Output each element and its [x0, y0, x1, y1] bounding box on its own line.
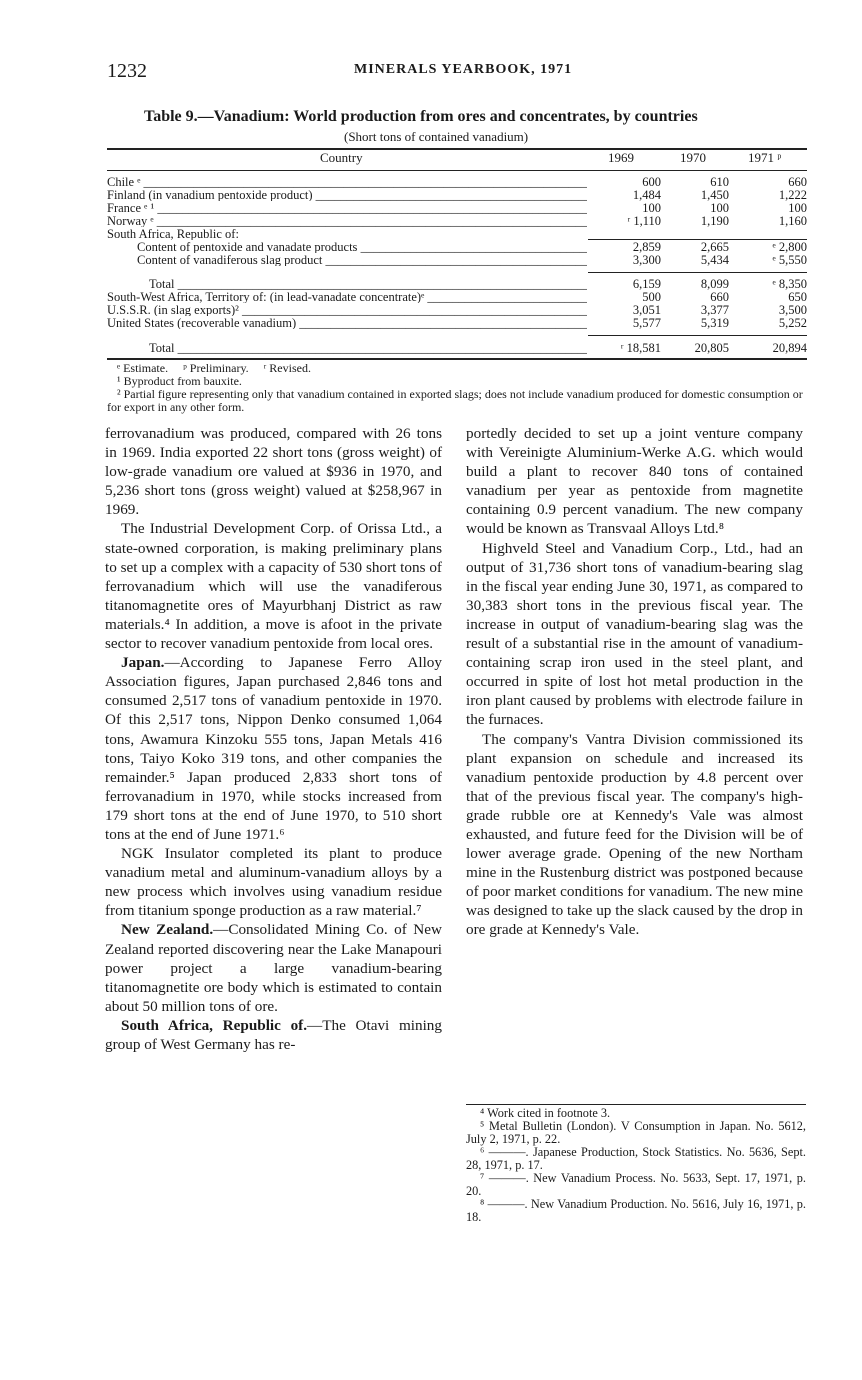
row-value-1970: 2,665: [700, 240, 729, 254]
row-value-1969: 3,051: [632, 303, 661, 317]
paragraph: portedly decided to set up a joint venture company with Vereinigte Aluminium-Werke A.G. which would build a plant to recover 840 tons of contained vanadium per year as pentoxide from magnetite containing 0.9 percent vanadium. The new company would be known as Transvaal Alloys Ltd.⁸: [466, 425, 803, 538]
row-value-1971: 100: [788, 201, 807, 215]
paragraph: ferrovanadium was produced, compared with 26 tons in 1969. India exported 22 short tons (gross weight) of low-grade vanadium ore valued at $936 in 1970, and 5,236 short tons (gross weight) valued at $258,967 in 1969.: [105, 425, 442, 519]
page-number: 1232: [107, 60, 147, 82]
row-value-1971: 660: [788, 175, 807, 189]
paragraph-text: —According to Japanese Ferro Alloy Association figures, Japan purchased 2,846 tons and consumed 2,517 tons of vanadium pentoxide in 1970. Of this 2,517 tons, Nippon Denko consumed 1,064 tons, Awamura Kinzoku 555 tons, Japan Metals 416 tons, Taiyo Koko 319 tons, and other companies the remainder.⁵ Japan produced 2,833 short tons of ferrovanadium in 1970, while stocks increased from 179 short tons at the end of June 1970, to 510 short tons at the end of June 1971.⁶: [105, 654, 442, 843]
row-country: Finland (in vanadium pentoxide product) _____: [107, 189, 587, 201]
column-header-country: Country: [320, 150, 363, 165]
row-value-1971: 5,252: [778, 316, 807, 330]
row-country: Total _____: [149, 278, 587, 290]
section-heading: South Africa, Republic of.: [121, 1016, 308, 1034]
column-header-1969: 1969: [608, 150, 634, 165]
footnote: ⁷ ———. New Vanadium Process. No. 5633, Sept. 17, 1971, p. 20.: [466, 1171, 806, 1198]
footnote: ⁶ ———. Japanese Production, Stock Statistics. No. 5636, Sept. 28, 1971, p. 17.: [466, 1145, 806, 1172]
table-row: [107, 342, 807, 354]
table-title: Table 9.—Vanadium: World production from ores and concentrates, by countries: [144, 108, 698, 125]
row-value-1969: 500: [642, 290, 661, 304]
paragraph: The company's Vantra Division commissioned its plant expansion on schedule and increased its vanadium pentoxide production by 4.8 percent over that of the previous fiscal year. The company's high-grade rubble ore at Kennedy's Vale was almost exhausted, and future feed for the Division will be of lower average grade. Opening of the new Northam mine in the Rustenburg district was postponed because of poor market conditions for vanadium. The new mine was designed to take up the slack caused by the drop in ore grade at Kennedy's Vale.: [466, 730, 803, 939]
header-bottom-rule: [107, 170, 807, 171]
row-value-1971: ᵉ 2,800: [772, 240, 807, 254]
table-footnote-1: ¹ Byproduct from bauxite.: [117, 374, 242, 388]
row-value-1971: 650: [788, 290, 807, 304]
section-heading: New Zealand.: [121, 921, 214, 939]
row-country: Norway ᵉ _____: [107, 215, 587, 227]
column-header-1971: 1971 ᵖ: [748, 150, 782, 165]
row-country: Content of pentoxide and vanadate products _____: [137, 241, 587, 253]
table-subtitle: (Short tons of contained vanadium): [344, 129, 529, 144]
row-value-1970: 20,805: [694, 341, 729, 355]
row-value-1969: 600: [642, 175, 661, 189]
paragraph: [105, 920, 442, 1015]
row-value-1970: 1,450: [700, 188, 729, 202]
column-header-1970: 1970: [680, 150, 706, 165]
table-legend: ᵉ Estimate. ᵖ Preliminary. ʳ Revised.: [117, 361, 311, 375]
row-value-1970: 660: [710, 290, 729, 304]
paragraph-text: —The Otavi mining group of West Germany has re-: [105, 1016, 442, 1053]
paragraph: The Industrial Development Corp. of Orissa Ltd., a state-owned corporation, is making preliminary plans to set up a complex with a capacity of 530 short tons of ferrovanadium which will use the vanadiferous titanomagnetite ores of Mayurbhanj District as raw materials.⁴ In addition, a move is afoot in the private sector to recover vanadium pentoxide from local ores.: [105, 520, 442, 653]
paragraph: [105, 1016, 442, 1054]
row-country: South Africa, Republic of:: [107, 228, 239, 240]
row-value-1969: 100: [642, 201, 661, 215]
row-value-1969: 1,484: [632, 188, 661, 202]
row-value-1970: 5,319: [700, 316, 729, 330]
table-row: [107, 278, 807, 290]
row-value-1969: 2,859: [632, 240, 661, 254]
row-value-1971: 1,160: [778, 214, 807, 228]
row-value-1971: ᵉ 5,550: [772, 253, 807, 267]
table-row: [107, 215, 807, 227]
row-value-1969: 5,577: [632, 316, 661, 330]
row-country: United States (recoverable vanadium) _____: [107, 317, 587, 329]
subtotal-rule: [588, 335, 807, 336]
right-column: [466, 424, 803, 940]
table-row: [107, 254, 807, 266]
row-value-1970: 100: [710, 201, 729, 215]
table-row: [107, 317, 807, 329]
row-country: Content of vanadiferous slag product _____: [137, 254, 587, 266]
row-value-1971: 20,894: [772, 341, 807, 355]
paragraph: NGK Insulator completed its plant to produce vanadium metal and aluminum-vanadium alloys by a new process which involves using vanadium residue from titanium sponge production as a raw material.⁷: [105, 845, 442, 920]
paragraph: Highveld Steel and Vanadium Corp., Ltd., had an output of 31,736 short tons of vanadium-bearing slag in the fiscal year ending June 30, 1971, as compared to 30,383 short tons in the previous fiscal year. The increase in output of vanadium-bearing slag was the result of a substantial rise in the amount of vanadium-containing scrap iron used in the steel plant, and occurred in spite of lost hot metal production in the iron plant caused by problems with electrode failure in the furnaces.: [466, 539, 803, 729]
row-country: South-West Africa, Territory of: (in lead-vanadate concentrate)ᵉ _____: [107, 291, 587, 303]
row-value-1970: 610: [710, 175, 729, 189]
paragraph-text: —Consolidated Mining Co. of New Zealand reported discovering near the Lake Manapouri power project a large vanadium-bearing titanomagnetite ore body which is estimated to contain about 50 million tons of ore.: [105, 921, 442, 1015]
table-row: [107, 202, 807, 214]
table-bottom-rule: [107, 358, 807, 360]
table-row: [107, 241, 807, 253]
row-country: Total _____: [149, 342, 587, 354]
footnote: ⁵ Metal Bulletin (London). V Consumption in Japan. No. 5612, July 2, 1971, p. 22.: [466, 1119, 806, 1146]
running-title: MINERALS YEARBOOK, 1971: [354, 62, 573, 77]
row-country: France ᵉ ¹ _____: [107, 202, 587, 214]
paragraph: [105, 653, 442, 844]
left-column: [105, 424, 442, 1054]
section-heading: Japan.: [121, 654, 165, 672]
row-value-1971: 1,222: [778, 188, 807, 202]
row-value-1970: 5,434: [700, 253, 729, 267]
row-value-1969: ʳ 18,581: [620, 341, 661, 355]
table-footnote-2: ² Partial figure representing only that vanadium contained in exported slags; does not include vanadium produced for domestic consumption or for export in any other form.: [107, 387, 803, 414]
table-row: [107, 304, 807, 316]
row-value-1969: ʳ 1,110: [627, 214, 661, 228]
row-value-1969: 6,159: [632, 277, 661, 291]
subtotal-rule: [588, 272, 807, 273]
row-value-1969: 3,300: [632, 253, 661, 267]
row-value-1971: ᵉ 8,350: [772, 277, 807, 291]
page-footnotes: [466, 1104, 806, 1224]
footnote: ⁸ ———. New Vanadium Production. No. 5616, July 16, 1971, p. 18.: [466, 1197, 806, 1224]
footnote: ⁴ Work cited in footnote 3.: [480, 1106, 611, 1120]
row-value-1970: 8,099: [700, 277, 729, 291]
row-country: Chile ᵉ _____: [107, 176, 587, 188]
row-country: U.S.S.R. (in slag exports)² _____: [107, 304, 587, 316]
table-row: [107, 189, 807, 201]
row-value-1971: 3,500: [778, 303, 807, 317]
row-value-1970: 3,377: [700, 303, 729, 317]
table-row: [107, 176, 807, 188]
row-value-1970: 1,190: [700, 214, 729, 228]
table-row: [107, 291, 807, 303]
